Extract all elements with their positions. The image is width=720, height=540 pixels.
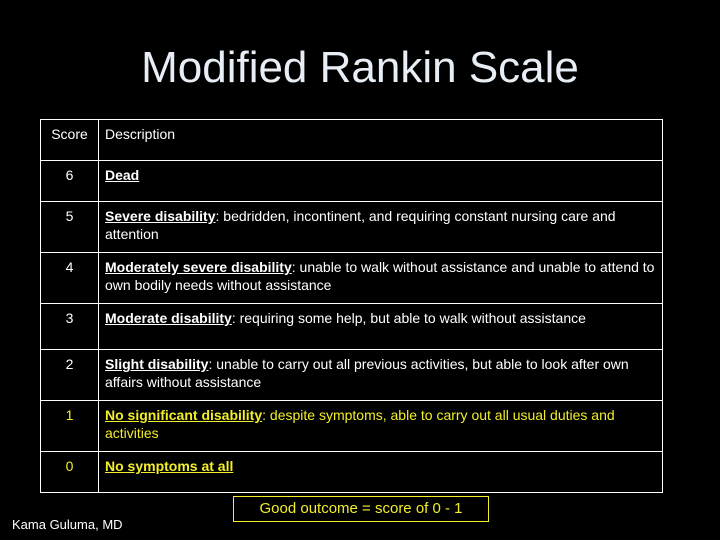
score-cell: 5 <box>41 202 99 253</box>
description-cell <box>99 401 663 452</box>
disability-detail: : despite symptoms, able to carry out all usual duties and activities <box>105 407 615 441</box>
disability-term: Dead <box>105 167 140 183</box>
slide-title: Modified Rankin Scale <box>141 43 579 92</box>
disability-term: Moderately severe disability <box>105 259 292 275</box>
description-header: Description <box>99 120 663 161</box>
author-credit: Kama Guluma, MD <box>12 517 123 532</box>
disability-detail: : unable to carry out all previous activities, but able to look after own affairs without assistance <box>105 356 629 390</box>
table-row-score-0 <box>41 452 663 493</box>
disability-term: No symptoms at all <box>105 458 234 474</box>
score-cell: 3 <box>41 304 99 350</box>
table-header-row <box>41 120 663 161</box>
score-header: Score <box>41 120 99 161</box>
table-row-score-6 <box>41 161 663 202</box>
table-row-score-1 <box>41 401 663 452</box>
table-row-score-4 <box>41 253 663 304</box>
score-cell: 1 <box>41 401 99 452</box>
disability-term: No significant disability <box>105 407 263 423</box>
table-row-score-3 <box>41 304 663 350</box>
rankin-table <box>40 119 663 493</box>
table-row-score-2 <box>41 350 663 401</box>
description-cell <box>99 202 663 253</box>
disability-detail: : bedridden, incontinent, and requiring constant nursing care and attention <box>105 208 616 242</box>
description-cell <box>99 253 663 304</box>
disability-term: Slight disability <box>105 356 209 372</box>
disability-term: Severe disability <box>105 208 216 224</box>
disability-detail: : unable to walk without assistance and unable to attend to own bodily needs without assistance <box>105 259 655 293</box>
score-cell: 0 <box>41 452 99 493</box>
description-cell <box>99 452 663 493</box>
score-cell: 4 <box>41 253 99 304</box>
table-row-score-5 <box>41 202 663 253</box>
score-cell: 6 <box>41 161 99 202</box>
good-outcome-note: Good outcome = score of 0 - 1 <box>233 496 489 522</box>
disability-detail: : requiring some help, but able to walk without assistance <box>231 310 586 326</box>
description-cell <box>99 161 663 202</box>
description-cell <box>99 304 663 350</box>
description-cell <box>99 350 663 401</box>
disability-term: Moderate disability <box>105 310 232 326</box>
score-cell: 2 <box>41 350 99 401</box>
